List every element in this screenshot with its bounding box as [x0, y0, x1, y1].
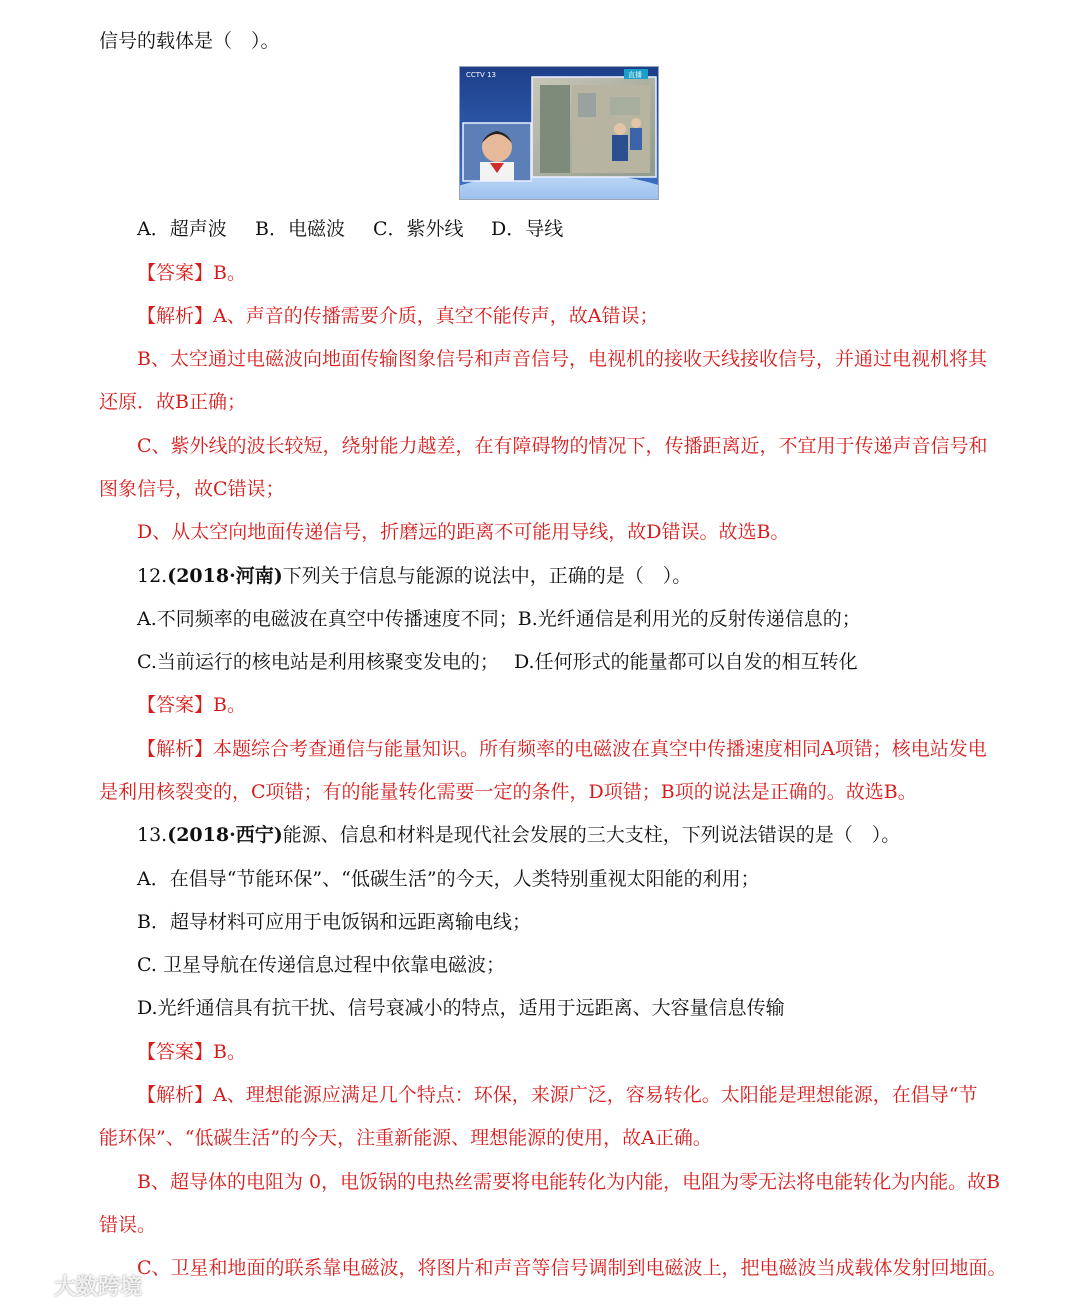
q12-option-d: D.任何形式的能量都可以自发的相互转化: [514, 651, 858, 673]
broadcast-image-drawing: [460, 67, 659, 200]
channel-logo: CCTV 13: [466, 71, 496, 79]
question-source: (2018·河南): [167, 565, 283, 587]
answer-value: B。: [213, 694, 246, 716]
q12-option-c: C.当前运行的核电站是利用核聚变发电的；: [137, 651, 499, 673]
q13-analysis-a-line2: 能环保”、“低碳生活”的今天，注重新能源、理想能源的使用，故A正确。: [99, 1127, 712, 1149]
q12-option-ab: A.不同频率的电磁波在真空中传播速度不同；B.光纤通信是利用光的反射传递信息的；: [137, 608, 861, 630]
analysis-tag: 【解析】: [137, 305, 214, 327]
answer-value: B。: [213, 1041, 246, 1063]
q11-option-c: C．紫外线: [373, 218, 464, 240]
q11-analysis-d: D、从太空向地面传递信号，折磨远的距离不可能用导线，故D错误。故选B。: [137, 521, 790, 543]
q13-analysis-a-line1: [137, 1083, 977, 1107]
analysis-text: 本题综合考查通信与能量知识。所有频率的电磁波在真空中传播速度相同A项错；核电站发电: [213, 738, 987, 760]
q11-answer: [137, 261, 246, 285]
q13-analysis-b-line1: B、超导体的电阻为 0，电饭锅的电热丝需要将电能转化为内能，电阻为零无法将电能转化为内能。故B: [137, 1171, 1001, 1193]
watermark-text: 大数跨境: [54, 1274, 143, 1300]
analysis-text: A、理想能源应满足几个特点：环保，来源广泛，容易转化。太阳能是理想能源，在倡导“节: [213, 1084, 978, 1106]
q11-analysis-c-line2: 图象信号，故C错误；: [99, 478, 285, 500]
q11-analysis-b-line2: 还原．故B正确；: [99, 391, 246, 413]
answer-tag: 【答案】: [137, 262, 214, 284]
q11-option-b: B．电磁波: [255, 218, 345, 240]
q12-answer: [137, 693, 246, 717]
answer-value: B。: [213, 262, 246, 284]
question-number: 12.: [137, 565, 168, 587]
analysis-text: A、声音的传播需要介质，真空不能传声，故A错误；: [213, 305, 659, 327]
q13-option-b: B．超导材料可应用于电饭锅和远距离输电线；: [137, 911, 531, 933]
q12-analysis-line1: [137, 737, 987, 761]
q13-option-c: C. 卫星导航在传递信息过程中依靠电磁波；: [137, 954, 505, 976]
q11-option-a: A．超声波: [137, 218, 227, 240]
answer-tag: 【答案】: [137, 694, 214, 716]
q12-analysis-line2: 是利用核裂变的，C项错；有的能量转化需要一定的条件，D项错；B项的说法是正确的。故选B。: [99, 781, 917, 803]
q13-answer: [137, 1040, 246, 1064]
watermark: [8, 1268, 142, 1302]
analysis-tag: 【解析】: [137, 1084, 214, 1106]
analysis-tag: 【解析】: [137, 738, 214, 760]
q13-option-a: A．在倡导“节能环保”、“低碳生活”的今天，人类特别重视太阳能的利用；: [137, 868, 760, 890]
q11-analysis-c-line1: C、紫外线的波长较短，绕射能力越差，在有障碍物的情况下，传播距离近，不宜用于传递声音信号和: [137, 435, 988, 457]
question-text: 能源、信息和材料是现代社会发展的三大支柱，下列说法错误的是（ ）。: [282, 824, 901, 846]
answer-tag: 【答案】: [137, 1041, 214, 1063]
question-text: 下列关于信息与能源的说法中，正确的是（ ）。: [282, 565, 692, 587]
question-12-stem: [137, 564, 691, 588]
q13-analysis-c-line1: C、卫星和地面的联系靠电磁波，将图片和声音等信号调制到电磁波上，把电磁波当成载体发射回地面。: [137, 1257, 1007, 1279]
q11-analysis-a: [137, 304, 658, 328]
q13-option-d: D.光纤通信具有抗干扰、信号衰减小的特点，适用于远距离、大容量信息传输: [137, 997, 785, 1019]
q11-option-d: D．导线: [491, 218, 564, 240]
question-source: (2018·西宁): [167, 824, 283, 846]
question-13-stem: [137, 823, 900, 847]
live-badge: 直播: [628, 71, 642, 79]
broadcast-image: [459, 66, 659, 200]
q11-analysis-b-line1: B、太空通过电磁波向地面传输图象信号和声音信号，电视机的接收天线接收信号，并通过电视机将其: [137, 348, 987, 370]
watermark-logo-icon: [8, 1271, 48, 1299]
question-number: 13.: [137, 824, 168, 846]
q13-analysis-b-line2: 错误。: [99, 1214, 157, 1236]
question-11-tail: 信号的载体是（ ）。: [99, 30, 280, 52]
